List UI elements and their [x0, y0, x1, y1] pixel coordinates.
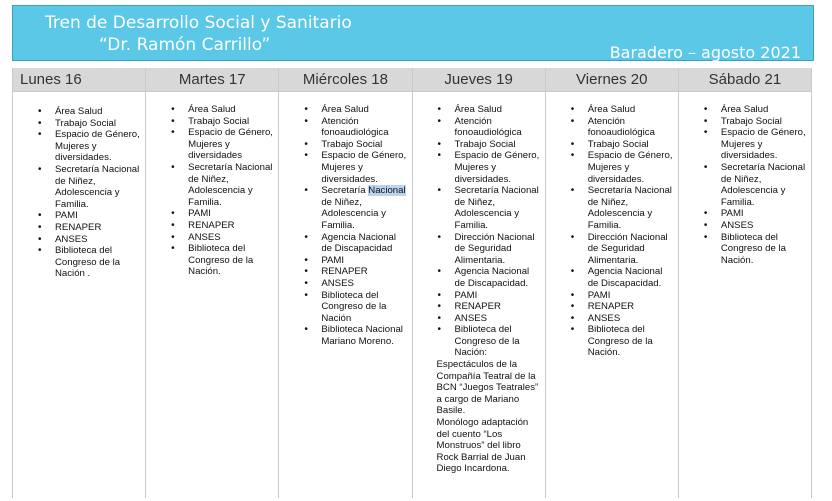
- list-item: • Trabajo Social: [13, 118, 141, 130]
- text-selection: Nacional: [368, 185, 406, 197]
- list-item: • Dirección Nacional de Seguridad Alimentaria.: [546, 232, 674, 267]
- list-item: • PAMI: [146, 208, 274, 220]
- list-item: • Secretaría Nacional de Niñez, Adolescencia y Familia.: [546, 185, 674, 231]
- list-item: • ANSES: [679, 220, 807, 232]
- list-item: • ANSES: [13, 234, 141, 246]
- list-item: • Secretaría Nacional de Niñez, Adolescencia y Familia.: [679, 162, 807, 208]
- day-header: Sábado 21: [679, 68, 811, 92]
- list-item: • Atención fonoaudiológica: [279, 116, 407, 139]
- banner-title-line1: Tren de Desarrollo Social y Sanitario: [45, 13, 352, 33]
- list-item: • Trabajo Social: [413, 139, 541, 151]
- activity-list: [146, 104, 274, 278]
- day-body: [546, 92, 678, 359]
- event-note: Monólogo adaptación del cuento “Los Monstruos” del libro Rock Barrial de Juan Diego Incardona.: [436, 417, 529, 475]
- list-item: • Atención fonoaudiológica: [546, 116, 674, 139]
- event-note: Espectáculos de la Compañía Teatral de la BCN “Juegos Teatrales” a cargo de Mariano Basile.: [436, 359, 539, 417]
- day-body: [679, 92, 811, 266]
- list-item: • Espacio de Género, Mujeres y diversidades.: [679, 127, 807, 162]
- activity-list: [679, 104, 807, 266]
- day-header: Martes 17: [146, 68, 278, 92]
- day-column-viernes: [546, 68, 679, 498]
- title-banner: [12, 5, 814, 61]
- list-item: • Área Salud: [546, 104, 674, 116]
- list-item: • RENAPER: [546, 301, 674, 313]
- list-item: • PAMI: [679, 208, 807, 220]
- day-body: [279, 92, 411, 347]
- list-item: • Secretaría Nacional de Niñez, Adolescencia y Familia.: [146, 162, 274, 208]
- day-column-lunes: [13, 68, 146, 498]
- day-header: Viernes 20: [546, 68, 678, 92]
- list-item: • Espacio de Género, Mujeres y diversidades.: [413, 150, 541, 185]
- activity-list: [279, 104, 407, 347]
- day-header: Jueves 19: [413, 68, 545, 92]
- list-item: • RENAPER: [146, 220, 274, 232]
- day-column-jueves: [413, 68, 546, 498]
- banner-title-line2: “Dr. Ramón Carrillo”: [99, 35, 271, 55]
- list-item: • ANSES: [546, 313, 674, 325]
- list-item: • Agencia Nacional de Discapacidad.: [413, 266, 541, 289]
- list-item: • Trabajo Social: [546, 139, 674, 151]
- list-item: • Área Salud: [13, 106, 141, 118]
- list-item: • Trabajo Social: [146, 116, 274, 128]
- day-header: Lunes 16: [13, 68, 145, 92]
- activity-list: [13, 106, 141, 280]
- list-item: • Espacio de Género, Mujeres y diversidades: [146, 127, 274, 162]
- day-body: [13, 92, 145, 280]
- day-header: Miércoles 18: [279, 68, 411, 92]
- list-item: • Área Salud: [679, 104, 807, 116]
- day-column-martes: [146, 68, 279, 498]
- day-body: [146, 92, 278, 278]
- list-item: • ANSES: [279, 278, 407, 290]
- list-item: • RENAPER: [13, 222, 141, 234]
- list-item: • Secretaría Nacional de Niñez, Adolescencia y Familia.: [413, 185, 541, 231]
- list-item: • PAMI: [279, 255, 407, 267]
- schedule-table: [12, 68, 812, 498]
- day-body: [413, 92, 545, 475]
- activity-list: [546, 104, 674, 359]
- list-item: • Área Salud: [146, 104, 274, 116]
- list-item: • PAMI: [13, 210, 141, 222]
- list-item: • ANSES: [146, 232, 274, 244]
- list-item: • Espacio de Género, Mujeres y diversidades.: [546, 150, 674, 185]
- list-item: • Biblioteca del Congreso de la Nación.: [546, 324, 674, 359]
- list-item: • Biblioteca del Congreso de la Nación .: [13, 245, 141, 280]
- list-item: • RENAPER: [413, 301, 541, 313]
- list-item: • PAMI: [413, 290, 541, 302]
- list-item: • PAMI: [546, 290, 674, 302]
- list-item: • Secretaría Nacional de Niñez, Adolescencia y Familia.: [13, 164, 141, 210]
- day-column-sabado: [679, 68, 812, 498]
- list-item: • Espacio de Género, Mujeres y diversidades.: [13, 129, 141, 164]
- list-item: • Trabajo Social: [679, 116, 807, 128]
- list-item: • ANSES: [413, 313, 541, 325]
- list-item: • Biblioteca Nacional Mariano Moreno.: [279, 324, 407, 347]
- banner-location-date: Baradero – agosto 2021: [609, 43, 801, 62]
- list-item: • Dirección Nacional de Seguridad Alimentaria.: [413, 232, 541, 267]
- list-item: • Agencia Nacional de Discapacidad.: [546, 266, 674, 289]
- list-item: • Área Salud: [279, 104, 407, 116]
- list-item: • Biblioteca del Congreso de la Nación.: [146, 243, 274, 278]
- list-item: • Trabajo Social: [279, 139, 407, 151]
- day-column-miercoles: [279, 68, 412, 498]
- list-item: • Biblioteca del Congreso de la Nación: [279, 290, 407, 325]
- activity-list: [413, 104, 541, 359]
- list-item: • Área Salud: [413, 104, 541, 116]
- list-item: • Biblioteca del Congreso de la Nación:: [413, 324, 541, 359]
- list-item: • RENAPER: [279, 266, 407, 278]
- list-item: • Espacio de Género, Mujeres y diversidades.: [279, 150, 407, 185]
- list-item: • Atención fonoaudiológica: [413, 116, 541, 139]
- list-item: • Biblioteca del Congreso de la Nación.: [679, 232, 807, 267]
- list-item-highlighted: • Secretaría Nacional de Niñez, Adolescencia y Familia.: [279, 185, 407, 231]
- list-item: • Agencia Nacional de Discapacidad: [279, 232, 407, 255]
